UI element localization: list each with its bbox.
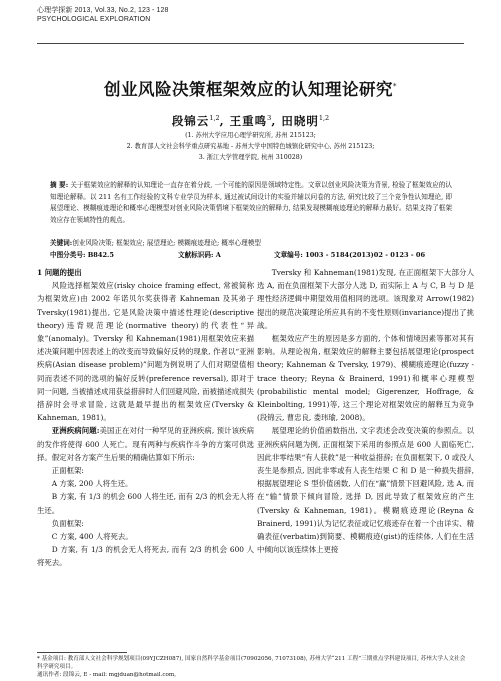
contact-footnote: 通讯作者: 段锦云, E - mail: mgjduan@hotmail.com。	[37, 672, 180, 678]
problem-label: 亚洲疾病问题:	[51, 426, 100, 436]
abstract-text: 关于框架效应的解释的认知理论一直存在着分歧, 一个可能的原因是领域特定性。文章以创业风险决策为背景, 检验了框架效应的认知理论解释。以 211 名有工作经验的文科专业学员为样本, 通过被试间设计的实验并辅以问卷的方法, 研究比较了三个竞争性认知理论, 即展望理论、模糊痕迹理论和概率心理模型对创业风险决策情境下框架效应的解释力, 结果发现模糊痕迹理论的解释力最好。结果支持了框架效应存在领域特性的观点。	[50, 181, 452, 224]
author-affiliation-mark: 3	[267, 114, 272, 123]
author-name: 王重鸣	[229, 114, 268, 128]
title-fund-mark: *	[393, 82, 397, 91]
abstract	[50, 180, 452, 226]
title-text: 创业风险决策框架效应的认知理论研究	[104, 80, 393, 99]
paragraph: 框架效应产生的原因是多方面的, 个体和情境因素等都对其有影响。从理论视角, 框架效应的解释主要包括展望理论(prospect theory; Kahneman & Tversky, 1979)、模糊痕迹理论(fuzzy - trace theory; Reyna & Brainerd, 1991)和概率心理模型(probabilistic mental model; Gigerenzer, Hoffrage, & Kleinbolting, 1991)等, 这三个理论对框架效应的解释互为竞争(段锦云, 曹忠良, 娄玮瑜, 2008)。	[257, 334, 474, 423]
paragraph	[37, 424, 254, 464]
author-affiliation-mark: 1,2	[209, 114, 220, 123]
affiliation-line: (1. 苏州大学应用心理学研究所, 苏州 215123;	[185, 132, 316, 139]
problem-text: 美国正在对付一种罕见的亚洲疾病, 预计该疾病的发作将使得 600 人死亡。现有两种与疾病作斗争的方案可供选择。假定对各方案产生后果的精确估算如下所示:	[37, 426, 254, 462]
classification-meta	[50, 250, 452, 260]
keywords-label: 关键词:	[50, 239, 73, 247]
keywords-text: 创业风险决策; 框架效应; 展望理论; 模糊痕迹理论; 概率心理模型	[72, 239, 261, 247]
option-text: C 方案, 400 人将死去。	[51, 532, 133, 542]
frame-label: 正面框架:	[51, 466, 84, 476]
author-name: 田晓明	[281, 114, 319, 128]
left-column	[37, 266, 254, 570]
author-name: 段锦云	[171, 114, 210, 128]
paper-title	[0, 76, 501, 100]
frame-label: 负面框架:	[51, 518, 84, 528]
journal-header	[37, 6, 169, 24]
paragraph: Tversky 和 Kahneman(1981)发现, 在正面框架下大部分人选 A, 而在负面框架下大部分人选 D, 而实际上 A 与 C, B 与 D 是理性经济逻辑中期望效用值相同的选项。该现象对 Arrow(1982)提出的规范决策理论所应具有的不变性原则(invariance)提出了挑战。	[257, 268, 474, 330]
article-number: 文章编号: 1003 - 5184(2013)02 - 0123 - 06	[274, 251, 426, 259]
document-code: 文献标识码: A	[178, 251, 221, 259]
affiliation-line: 3. 浙江大学管理学院, 杭州 310028)	[198, 154, 303, 161]
clc-number: 中图分类号: B842.5	[50, 251, 114, 259]
section-heading: 1 问题的提出	[37, 268, 82, 277]
keywords	[50, 238, 452, 250]
abstract-label: 摘 要:	[50, 181, 69, 189]
right-column	[257, 266, 474, 556]
author-list: 段锦云$^{1,2}$, 王重鸣$^3$, 田晓明$^{1,2}$	[171, 114, 330, 128]
affiliation-line: 2. 教育部人文社会科学重点研究基地 - 苏州大学中国特色城镇化研究中心, 苏州 215123;	[126, 143, 375, 150]
paragraph: 风险选择框架效应(risky choice framing effect, 常被简称为框架效应)由 2002 年诺贝尔奖获得者 Kahneman 及其弟子 Tversky(1981)提出, 它是风险决策中描述性理论(descriptive theory)违背规范理论(normative theory)的代表性“异象”(anomaly)。Tversky 和 Kahneman(1981)用框架效应来描述决策问题中因表述上的改变而导致偏好反转的现象, 作者以“亚洲疾病(Asian disease problem)”问题为例说明了人们对期望值相同而表述不同的选项的偏好反转(preference reversal), 即对于同一问题, 当被描述成用获益措辞时人们回避风险, 而被描述成损失措辞时会寻求冒险, 这就是最早提出的框架效应(Tversky & Kahneman, 1981)。	[37, 281, 254, 423]
paragraph: 展望理论的价值函数指出, 文字表述会改变决策的参照点。以亚洲疾病问题为例, 正面框架下采用的参照点是 600 人面临死亡, 因此非零结果“有人获救”是一种收益措辞; 在负面框架下, 0 或没人丧生是参照点, 因此非零或有人丧生结果 C 和 D 是一种损失措辞, 根据展望理论 S 型价值函数, 人们在“赢”情景下回避风险, 选 A, 而在“输”情景下倾向冒险, 选择 D, 因此导致了框架效应的产生(Tversky & Kahneman, 1981)。模糊痕迹理论(Reyna & Brainerd, 1991)认为记忆表征或记忆痕迹存在着一个由详实、精确表征(verbatim)到简要、模糊痕迹(gist)的连续体, 人们在生活中倾向以该连续体上更接	[257, 426, 474, 555]
journal-english-name: PSYCHOLOGICAL EXPLORATION	[37, 16, 151, 23]
journal-citation: 心理学探新 2013, Vol.33, No.2, 123 - 128	[37, 7, 169, 14]
footnote-rule	[37, 652, 127, 653]
author-affiliation-mark: 1,2	[318, 114, 330, 123]
option-text: B 方案, 有 1/3 的机会 600 人将生还, 而有 2/3 的机会无人将生还。	[37, 492, 254, 515]
option-text: A 方案, 200 人将生还。	[51, 479, 133, 489]
option-text: D 方案, 有 1/3 的机会无人将死去, 而有 2/3 的机会 600 人将死去。	[37, 545, 254, 568]
header-rule	[37, 43, 464, 44]
fund-footnote: * 基金项目: 教育部人文社会科学规划项目(09YJCZH087), 国家自然科学基金项目(70902056, 71073108), 苏州大学“211 工程”三期重点学科建设项目, 苏州大学人文社会科学研究项目。	[37, 656, 466, 670]
